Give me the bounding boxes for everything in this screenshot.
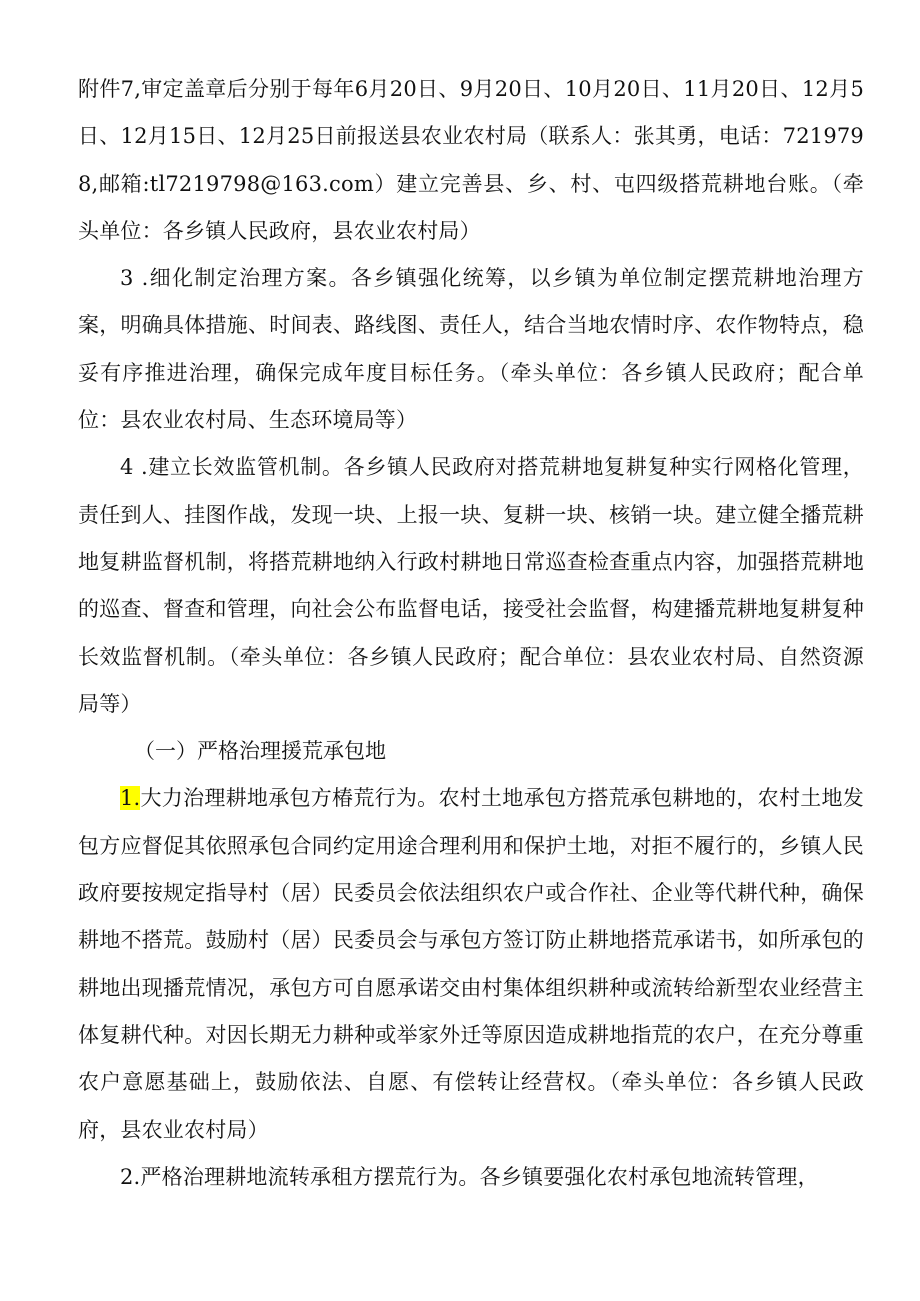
item-s2-paragraph: 2.严格治理耕地流转承租方摆荒行为。各乡镇要强化农村承包地流转管理，: [120, 1164, 819, 1189]
item-4-paragraph: 4 .建立长效监管机制。各乡镇人民政府对搭荒耕地复耕复种实行网格化管理，责任到人、挂图作战，发现一块、上报一块、复耕一块、核销一块。建立健全播荒耕地复耕监督机制，将搭荒耕地纳入行政村耕地日常巡查检查重点内容，加强搭荒耕地的巡查、督查和管理，向社会公布监督电话，接受社会监督，构建播荒耕地复耕复种长效监督机制。（牵头单位：各乡镇人民政府；配合单位：县农业农村局、自然资源局等）: [78, 455, 864, 716]
item-s1-paragraph: [78, 775, 864, 1153]
item-3-paragraph: 3 .细化制定治理方案。各乡镇强化统筹，以乡镇为单位制定摆荒耕地治理方案，明确具体措施、时间表、路线图、责任人，结合当地农情时序、农作物特点，稳妥有序推进治理，确保完成年度目标任务。（牵头单位：各乡镇人民政府；配合单位：县农业农村局、生态环境局等）: [78, 266, 864, 433]
highlighted-item-number: 1.: [120, 786, 141, 811]
section-subheading: （一）严格治理援荒承包地: [134, 739, 386, 764]
continued-paragraph: 附件7,审定盖章后分别于每年6月20日、9月20日、10月20日、11月20日、12月5日、12月15日、12月25日前报送县农业农村局（联系人：张其勇，电话：7219798,邮箱:tl7219798@163.com）建立完善县、乡、村、屯四级搭荒耕地台账。（牵头单位：各乡镇人民政府，县农业农村局）: [78, 77, 864, 243]
document-page: [78, 66, 864, 1201]
item-s1-text: 大力治理耕地承包方椿荒行为。农村土地承包方搭荒承包耕地的，农村土地发包方应督促其依照承包合同约定用途合理利用和保护土地，对拒不履行的，乡镇人民政府要按规定指导村（居）民委员会依法组织农户或合作社、企业等代耕代种，确保耕地不搭荒。鼓励村（居）民委员会与承包方签订防止耕地搭荒承诺书，如所承包的耕地出现播荒情况，承包方可自愿承诺交由村集体组织耕种或流转给新型农业经营主体复耕代种。对因长期无力耕种或举家外迁等原因造成耕地指荒的农户，在充分尊重农户意愿基础上，鼓励依法、自愿、有偿转让经营权。（牵头单位：各乡镇人民政府，县农业农村局）: [78, 786, 864, 1142]
